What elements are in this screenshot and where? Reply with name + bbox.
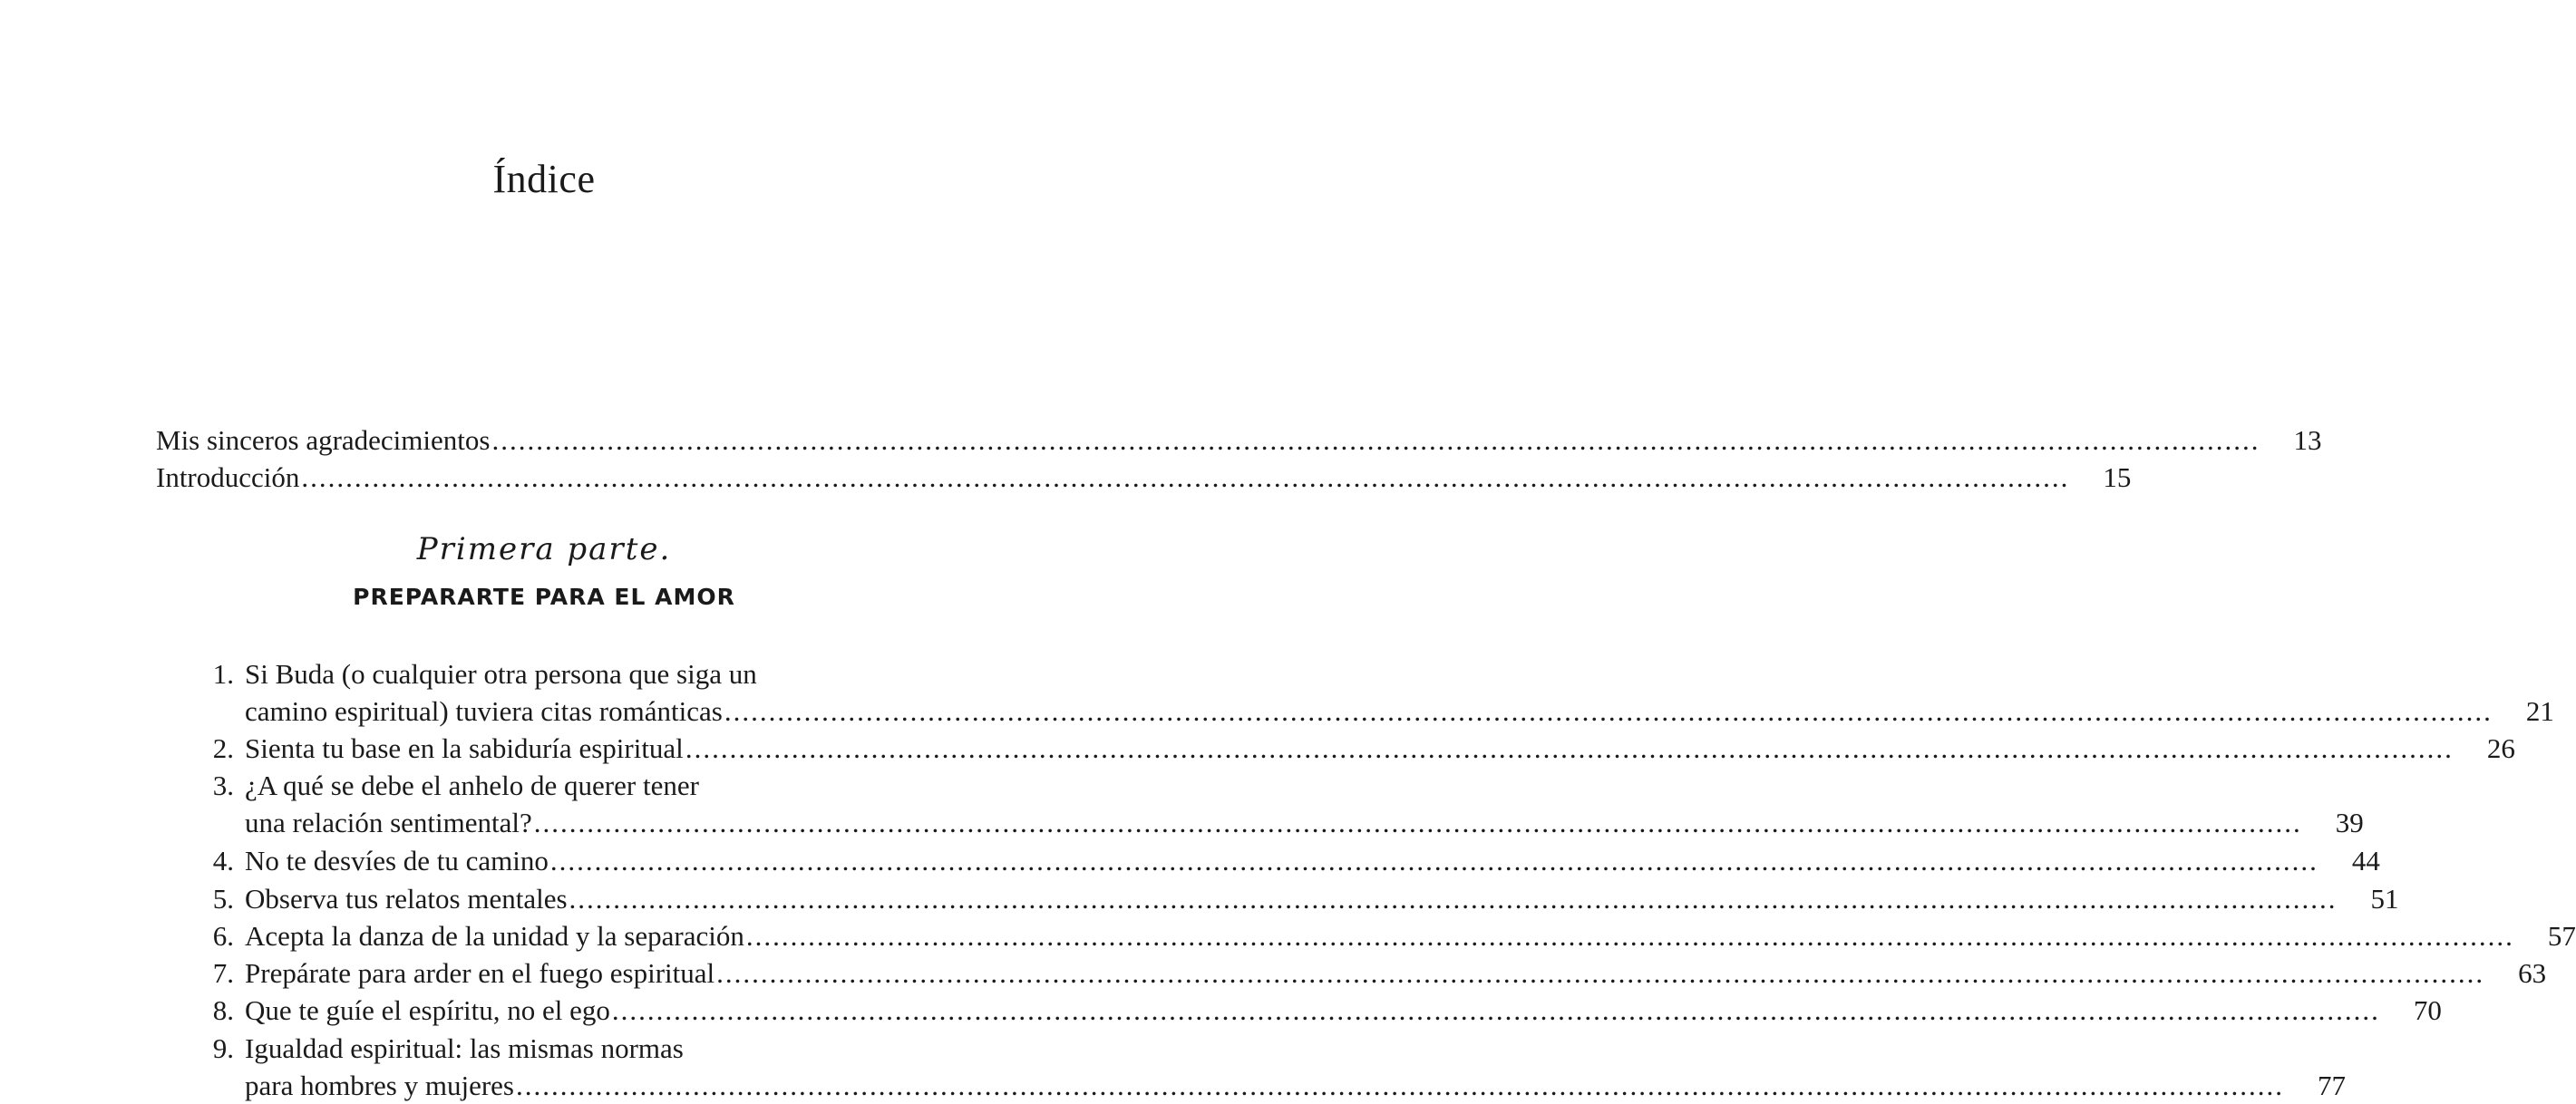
dot-leader: ........................................................................................................................................................................................................ [301,461,2070,493]
toc-chapter-7 [212,955,2547,992]
chapter-number: 3. [212,770,234,801]
chapter-title-line: Igualdad espiritual: las mismas normas [245,1032,684,1064]
chapter-number: 6. [212,920,234,952]
toc-chapter-2 [212,731,2515,767]
toc-chapter-8 [212,993,2442,1029]
toc-chapter-5 [212,881,2399,917]
toc-page-number: 21 [2525,695,2554,727]
dot-leader: ........................................................................................................................................................................................................ [549,845,2318,876]
toc-chapter-3-line1 [212,768,699,804]
toc-chapter-1-line1 [212,656,757,692]
chapter-number: 5. [212,883,234,915]
dot-leader: ........................................................................................................................................................................................................ [491,424,2260,456]
chapter-title-line: para hombres y mujeres [245,1070,514,1101]
chapter-title-line: Si Buda (o cualquier otra persona que siga un [245,658,757,690]
part-title: PREPARARTE PARA EL AMOR [353,584,735,610]
dot-leader: ........................................................................................................................................................................................................ [685,732,2454,764]
chapter-title-line: No te desvíes de tu camino [245,845,549,876]
toc-entry-text: Introducción [156,461,300,493]
chapter-title-line: Que te guíe el espíritu, no el ego [245,994,610,1026]
toc-page-number: 15 [2103,461,2132,493]
dot-leader: ........................................................................................................................................................................................................ [745,920,2514,952]
toc-page-number: 39 [2335,807,2364,838]
toc-page-number: 77 [2317,1070,2346,1101]
chapter-title-line: ¿A qué se debe el anhelo de querer tener [245,770,699,801]
dot-leader: ........................................................................................................................................................................................................ [724,695,2493,727]
dot-leader: ........................................................................................................................................................................................................ [515,1070,2284,1101]
toc-page-number: 51 [2370,883,2399,915]
dot-leader: ........................................................................................................................................................................................................ [533,807,2302,838]
toc-chapter-9-line1 [212,1031,684,1067]
toc-entry-acknowledgements [156,422,2322,459]
chapter-title-line: Sienta tu base en la sabiduría espiritual [245,732,684,764]
chapter-title-line: Prepárate para arder en el fuego espiritual [245,957,715,989]
toc-page-number: 63 [2518,957,2547,989]
toc-chapter-1 [245,693,2554,730]
chapter-number: 9. [212,1032,234,1064]
toc-entry-introduction [156,460,2132,496]
toc-page-number: 57 [2547,920,2576,952]
chapter-title-line: una relación sentimental? [245,807,532,838]
toc-page-number: 26 [2486,732,2515,764]
toc-chapter-6 [212,918,2576,954]
chapter-title-line: Acepta la danza de la unidad y la separación [245,920,744,952]
chapter-number: 8. [212,994,234,1026]
toc-entry-text: Mis sinceros agradecimientos [156,424,491,456]
toc-chapter-3 [245,805,2364,841]
toc-chapter-9 [245,1068,2346,1104]
toc-page-number: 70 [2413,994,2442,1026]
chapter-title-line: camino espiritual) tuviera citas románticas [245,695,723,727]
chapter-number: 1. [212,658,234,690]
chapter-title-line: Observa tus relatos mentales [245,883,568,915]
chapter-number: 4. [212,845,234,876]
toc-page-number: 44 [2351,845,2380,876]
chapter-number: 7. [212,957,234,989]
part-label: Primera parte. [416,531,672,567]
toc-chapter-4 [212,843,2380,879]
dot-leader: ........................................................................................................................................................................................................ [611,994,2380,1026]
dot-leader: ........................................................................................................................................................................................................ [716,957,2485,989]
chapter-number: 2. [212,732,234,764]
toc-page-number: 13 [2293,424,2322,456]
dot-leader: ........................................................................................................................................................................................................ [569,883,2338,915]
page-title: Índice [492,157,596,201]
